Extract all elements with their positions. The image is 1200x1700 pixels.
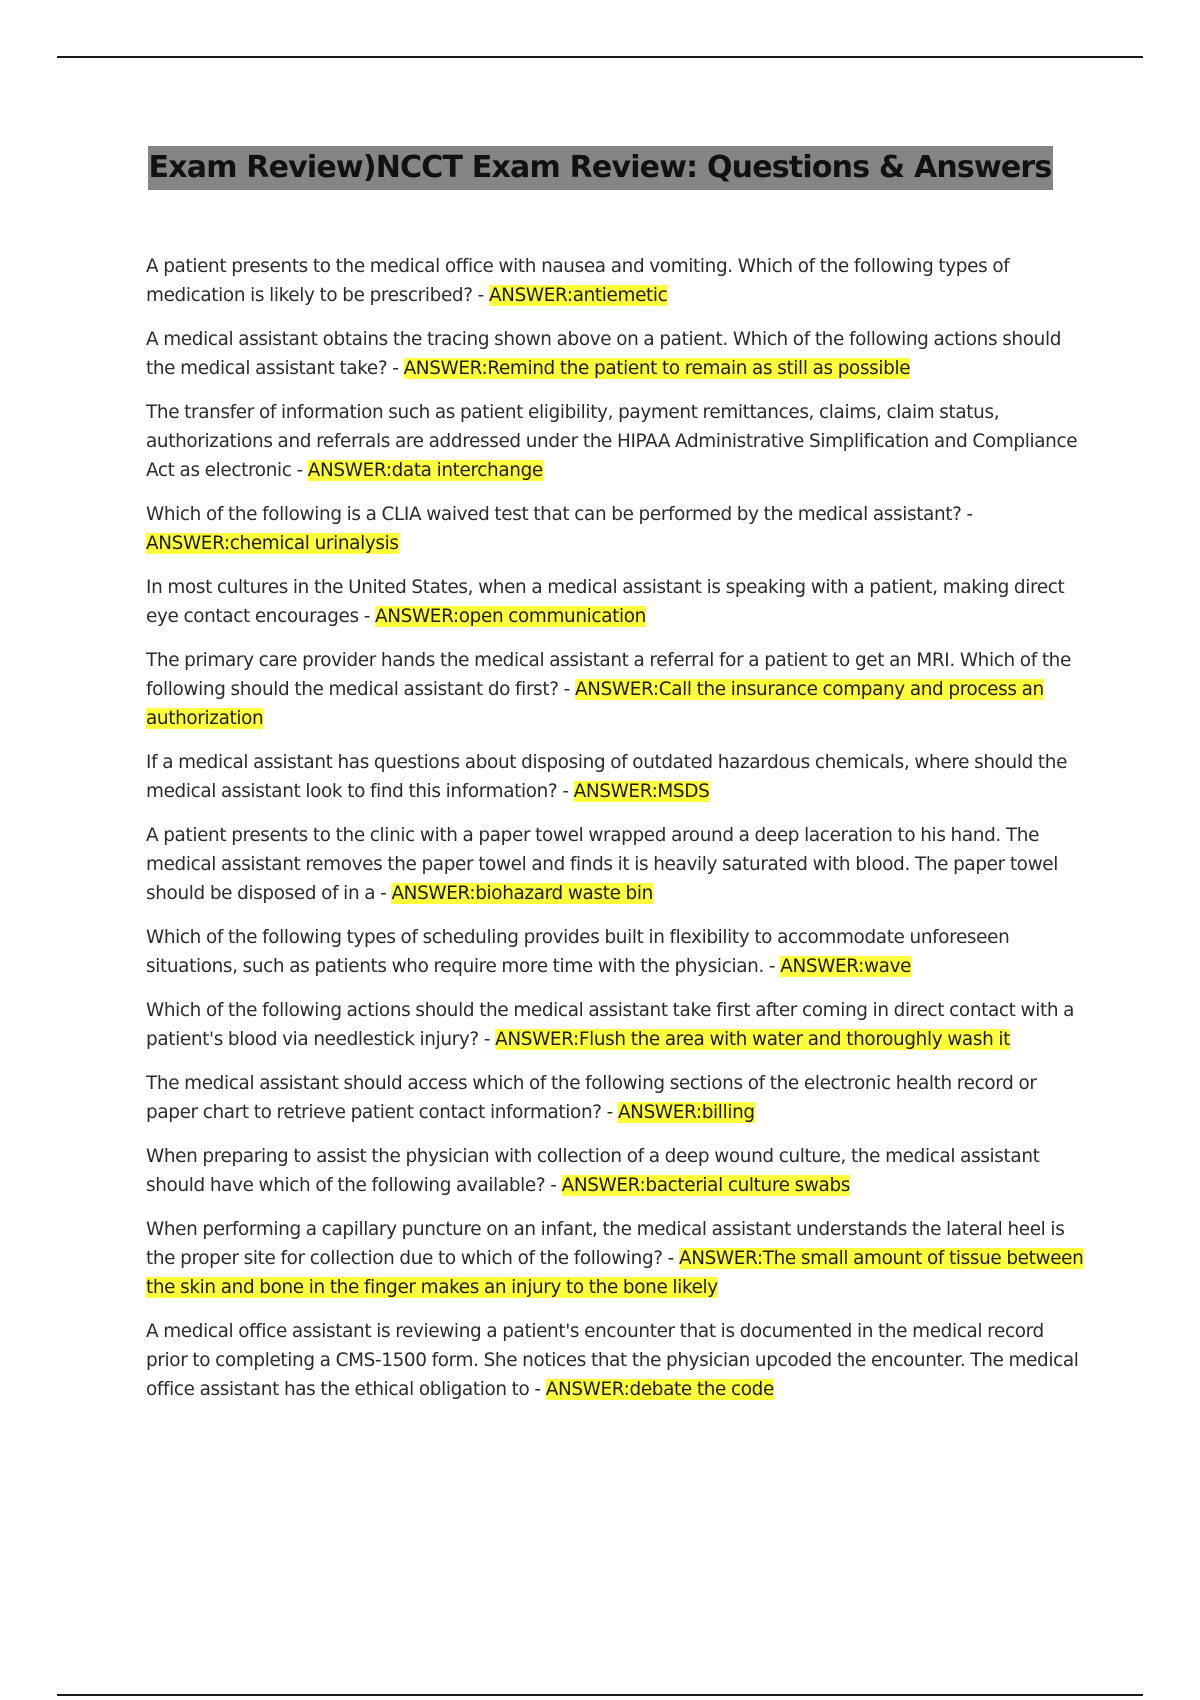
question-text: The transfer of information such as patient eligibility, payment remittances, claims, claim status, authorizations and referrals are addressed under the HIPAA Administrative Simplification and Compliance Act as electronic - bbox=[146, 402, 1078, 481]
qa-list bbox=[146, 252, 1088, 1419]
qa-item bbox=[146, 996, 1088, 1054]
answer-text: ANSWER:bacterial culture swabs bbox=[561, 1175, 851, 1196]
question-text: Which of the following is a CLIA waived test that can be performed by the medical assistant? - bbox=[146, 504, 973, 525]
qa-item bbox=[146, 1215, 1088, 1302]
question-text: A medical assistant obtains the tracing shown above on a patient. Which of the following actions should the medical assistant take? - bbox=[146, 329, 1062, 379]
answer-text: ANSWER:The small amount of tissue between the skin and bone in the finger makes an injury to the bone likely bbox=[146, 1248, 1084, 1298]
question-text: Which of the following types of scheduling provides built in flexibility to accommodate unforeseen situations, such as patients who require more time with the physician. - bbox=[146, 927, 1010, 977]
title-container bbox=[0, 146, 1200, 190]
qa-item bbox=[146, 1142, 1088, 1200]
answer-text: ANSWER:biohazard waste bin bbox=[391, 883, 653, 904]
qa-item bbox=[146, 1069, 1088, 1127]
answer-text: ANSWER:Flush the area with water and thoroughly wash it bbox=[495, 1029, 1011, 1050]
answer-text: ANSWER:billing bbox=[617, 1102, 755, 1123]
answer-text: ANSWER:MSDS bbox=[573, 781, 710, 802]
answer-text: ANSWER:data interchange bbox=[307, 460, 543, 481]
answer-text: ANSWER:wave bbox=[780, 956, 912, 977]
qa-item bbox=[146, 325, 1088, 383]
answer-text: ANSWER:debate the code bbox=[545, 1379, 774, 1400]
answer-text: ANSWER:open communication bbox=[375, 606, 646, 627]
qa-item bbox=[146, 500, 1088, 558]
qa-item bbox=[146, 821, 1088, 908]
question-text: The medical assistant should access which of the following sections of the electronic health record or paper chart to retrieve patient contact information? - bbox=[146, 1073, 1037, 1123]
question-text: A patient presents to the clinic with a paper towel wrapped around a deep laceration to his hand. The medical assistant removes the paper towel and finds it is heavily saturated with blood. The paper towel should be disposed of in a - bbox=[146, 825, 1059, 904]
question-text: In most cultures in the United States, when a medical assistant is speaking with a patient, making direct eye contact encourages - bbox=[146, 577, 1065, 627]
qa-item bbox=[146, 923, 1088, 981]
document-title: Exam Review)NCCT Exam Review: Questions & Answers bbox=[148, 146, 1053, 190]
qa-item bbox=[146, 748, 1088, 806]
qa-item bbox=[146, 398, 1088, 485]
question-text: The primary care provider hands the medical assistant a referral for a patient to get an MRI. Which of the following should the medical assistant do first? - bbox=[146, 650, 1071, 700]
question-text: When performing a capillary puncture on an infant, the medical assistant understands the lateral heel is the proper site for collection due to which of the following? - bbox=[146, 1219, 1065, 1269]
qa-item bbox=[146, 646, 1088, 733]
question-text: A patient presents to the medical office with nausea and vomiting. Which of the following types of medication is likely to be prescribed? - bbox=[146, 256, 1010, 306]
qa-item bbox=[146, 252, 1088, 310]
question-text: When preparing to assist the physician with collection of a deep wound culture, the medical assistant should have which of the following available? - bbox=[146, 1146, 1040, 1196]
answer-text: ANSWER:Call the insurance company and process an authorization bbox=[146, 679, 1044, 729]
answer-text: ANSWER:antiemetic bbox=[488, 285, 668, 306]
qa-item bbox=[146, 1317, 1088, 1404]
header-rule bbox=[57, 56, 1143, 58]
question-text: Which of the following actions should the medical assistant take first after coming in direct contact with a patient's blood via needlestick injury? - bbox=[146, 1000, 1075, 1050]
answer-text: ANSWER:chemical urinalysis bbox=[146, 533, 399, 554]
question-text: If a medical assistant has questions about disposing of outdated hazardous chemicals, where should the medical assistant look to find this information? - bbox=[146, 752, 1068, 802]
question-text: A medical office assistant is reviewing a patient's encounter that is documented in the medical record prior to completing a CMS-1500 form. She notices that the physician upcoded the encounter. The medical office assistant has the ethical obligation to - bbox=[146, 1321, 1079, 1400]
footer-rule bbox=[57, 1694, 1143, 1696]
answer-text: ANSWER:Remind the patient to remain as still as possible bbox=[403, 358, 911, 379]
qa-item bbox=[146, 573, 1088, 631]
